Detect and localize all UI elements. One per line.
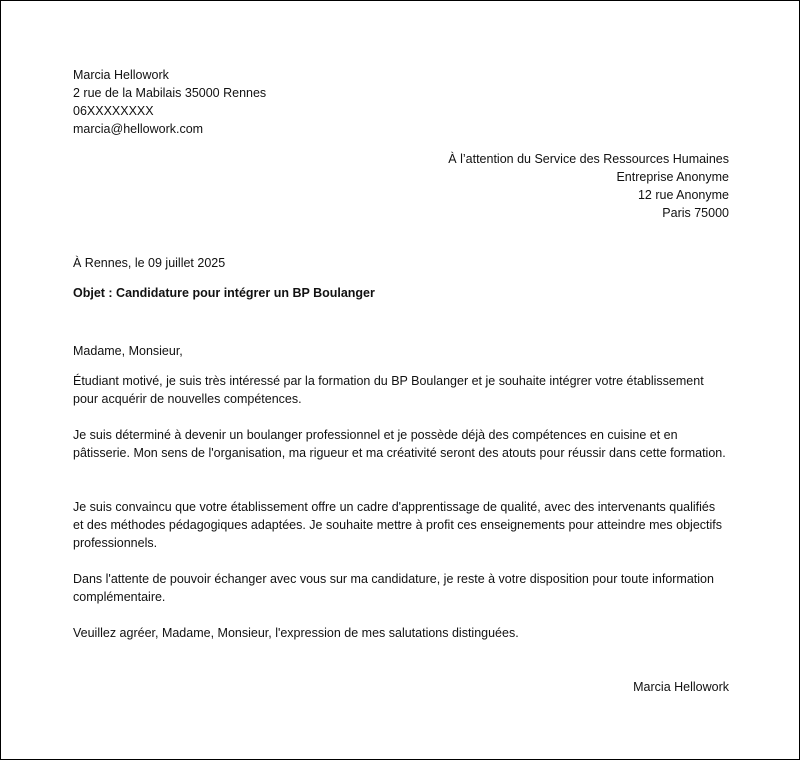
- salutation: Madame, Monsieur,: [73, 344, 183, 358]
- recipient-company: Entreprise Anonyme: [616, 170, 729, 184]
- body-paragraph-4: Dans l'attente de pouvoir échanger avec vous sur ma candidature, je reste à votre disposition pour toute information complémentaire.: [73, 572, 714, 604]
- sender-email: marcia@hellowork.com: [73, 122, 204, 136]
- recipient-block: [73, 150, 729, 222]
- recipient-attention: À l’attention du Service des Ressources Humaines: [448, 152, 729, 166]
- sender-name: Marcia Hellowork: [73, 68, 169, 82]
- date-line: À Rennes, le 09 juillet 2025: [73, 256, 226, 270]
- subject-line: Objet : Candidature pour intégrer un BP Boulanger: [73, 286, 375, 300]
- recipient-city: Paris 75000: [662, 206, 729, 220]
- sender-address: 2 rue de la Mabilais 35000 Rennes: [73, 86, 267, 100]
- body-paragraph-3: Je suis convaincu que votre établissement offre un cadre d'apprentissage de qualité, avec des intervenants qualifiés et des méthodes pédagogiques adaptées. Je souhaite mettre à profit ces enseignements pour atteindre mes objectifs professionnels.: [73, 500, 723, 550]
- closing-line: Veuillez agréer, Madame, Monsieur, l'expression de mes salutations distinguées.: [73, 626, 519, 640]
- signature: Marcia Hellowork: [633, 680, 729, 694]
- sender-block: [73, 66, 729, 138]
- recipient-street: 12 rue Anonyme: [637, 188, 729, 202]
- sender-phone: 06XXXXXXXX: [73, 104, 154, 118]
- body-paragraph-2: Je suis déterminé à devenir un boulanger professionnel et je possède déjà des compétences en cuisine et en pâtisserie. Mon sens de l'organisation, ma rigueur et ma créativité seront des atouts pour réussir dans cette formation.: [73, 428, 726, 460]
- body-paragraph-1: Étudiant motivé, je suis très intéressé par la formation du BP Boulanger et je souhaite intégrer votre établissement pour acquérir de nouvelles compétences.: [73, 374, 704, 406]
